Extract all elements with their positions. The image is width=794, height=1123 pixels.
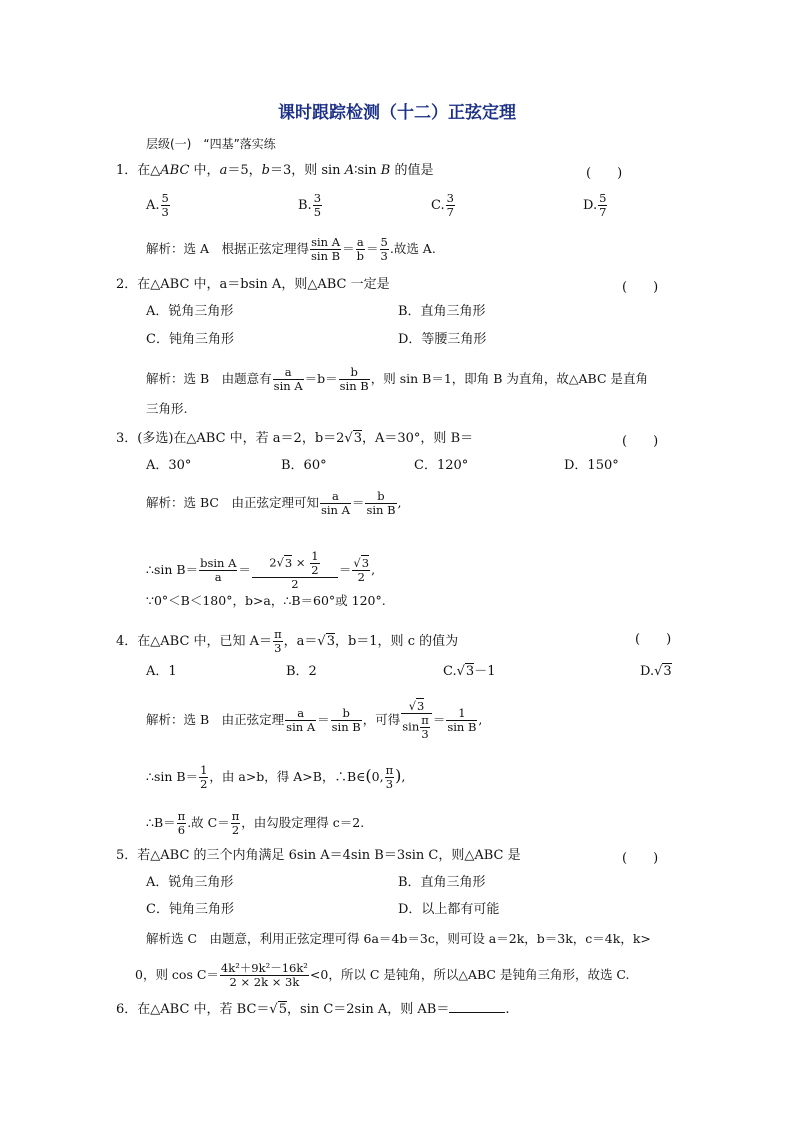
answer-paren-4: ( ) <box>635 632 672 647</box>
question-6: 6．在△ABC 中，若 BC＝√5，sin C＝2sin A，则 AB＝ . <box>116 1002 510 1017</box>
q3-option-a[interactable]: A．30° <box>146 458 192 473</box>
q5-solution: 解析选 C 由题意，利用正弦定理可得 6a＝4b＝3c，则可设 a＝2k，b＝3k，c＝4k，k> <box>146 931 651 946</box>
question-1: 1．在△ABC 中，a＝5，b＝3，则 sin A∶sin B 的值是 <box>116 163 434 178</box>
q4-option-d[interactable]: D.√3 <box>640 664 672 679</box>
q4-solution-step3: ∴B＝ $\frac{\pi}{6}$ .故 C＝ $\frac{\pi}{2}$ ，由勾股定理得 c＝2. <box>146 809 365 837</box>
q2-option-b[interactable]: B．直角三角形 <box>398 304 486 319</box>
q4-option-c[interactable]: C.√3－1 <box>443 664 496 679</box>
q1-option-a[interactable]: A. $\frac{5}{3}$ <box>146 191 169 219</box>
page-title: 课时跟踪检测（十二）正弦定理 <box>278 103 516 123</box>
q1-option-d[interactable]: D. $\frac{5}{7}$ <box>583 191 607 219</box>
q3-option-d[interactable]: D．150° <box>564 458 619 473</box>
q2-option-c[interactable]: C．钝角三角形 <box>146 332 234 347</box>
q3-solution-step3: ∵0°＜B＜180°，b>a，∴B＝60°或 120°. <box>146 593 386 608</box>
answer-paren-3: ( ) <box>622 434 659 449</box>
q1-solution: 解析：选 A 根据正弦定理得 $\frac{\text{sin A}}{\text{sin B}}$ ＝ $\frac{a}{b}$ ＝ $\frac{5}{3}$ .故选 A. <box>146 235 436 263</box>
q5-option-a[interactable]: A．锐角三角形 <box>146 875 234 890</box>
answer-blank-6[interactable] <box>449 1000 505 1013</box>
question-5: 5．若△ABC 的三个内角满足 6sin A＝4sin B＝3sin C，则△ABC 是 <box>116 848 521 863</box>
q1-option-c[interactable]: C. $\frac{3}{7}$ <box>431 191 454 219</box>
q3-option-b[interactable]: B．60° <box>281 458 327 473</box>
q2-option-d[interactable]: D．等腰三角形 <box>398 332 487 347</box>
question-4: 4．在△ABC 中，已知 A＝ $\frac{\pi}{3}$ ，a＝√3，b＝1，则 c 的值为 <box>116 627 459 655</box>
q5-option-c[interactable]: C．钝角三角形 <box>146 902 234 917</box>
q2-solution-cont: 三角形. <box>146 401 188 416</box>
q3-solution: 解析：选 BC 由正弦定理可知 $\frac{a}{\text{sin A}}$ ＝ $\frac{b}{\text{sin B}}$ , <box>146 489 402 517</box>
q5-solution-cont: 0，则 cos C＝ $\frac{\text{4k²＋9k²－16k²}}{2 \times 2k \times 3k}$ <0，所以 C 是钝角，所以△ABC 是钝角三角形，故选 C. <box>135 961 630 989</box>
q2-option-a[interactable]: A．锐角三角形 <box>146 304 234 319</box>
q4-solution-step2: ∴sin B＝ $\frac{1}{2}$ ，由 a>b，得 A>B，∴B∈(0, $\frac{\pi}{3}$ ), <box>146 763 406 791</box>
q3-option-c[interactable]: C．120° <box>414 458 469 473</box>
answer-paren-5: ( ) <box>622 851 659 866</box>
q5-option-b[interactable]: B．直角三角形 <box>398 875 486 890</box>
q4-option-a[interactable]: A．1 <box>146 664 177 679</box>
q5-option-d[interactable]: D．以上都有可能 <box>398 902 500 917</box>
q4-option-b[interactable]: B．2 <box>286 664 317 679</box>
question-3: 3．(多选)在△ABC 中，若 a＝2，b＝2√3，A＝30°，则 B＝ <box>116 431 474 446</box>
q3-solution-step2: ∴sin B＝ $\frac{\text{bsin A}}{a}$ ＝ 2√3 × $\frac{1}{2}$ 2 ＝ $\frac{√3}{2}$ , <box>146 549 376 591</box>
q1-option-b[interactable]: B. $\frac{3}{5}$ <box>298 191 322 219</box>
question-2: 2．在△ABC 中，a＝bsin A，则△ABC 一定是 <box>116 277 390 292</box>
answer-paren-1: ( ) <box>586 166 623 181</box>
answer-paren-2: ( ) <box>622 280 659 295</box>
q4-solution: 解析：选 B 由正弦定理 $\frac{a}{\text{sin A}}$ ＝ $\frac{b}{\text{sin B}}$ ，可得 √3 sin $\frac{\pi}{3}$ ＝ $\frac{1}{\text{sin B}}$ , <box>146 699 483 741</box>
q2-solution: 解析：选 B 由题意有 $\frac{a}{\text{sin A}}$ ＝b＝ $\frac{b}{\text{sin B}}$ ，则 sin B＝1，即角 B 为直角，故△ABC 是直角 <box>146 365 649 393</box>
section-level: 层级(一) “四基”落实练 <box>146 137 276 151</box>
